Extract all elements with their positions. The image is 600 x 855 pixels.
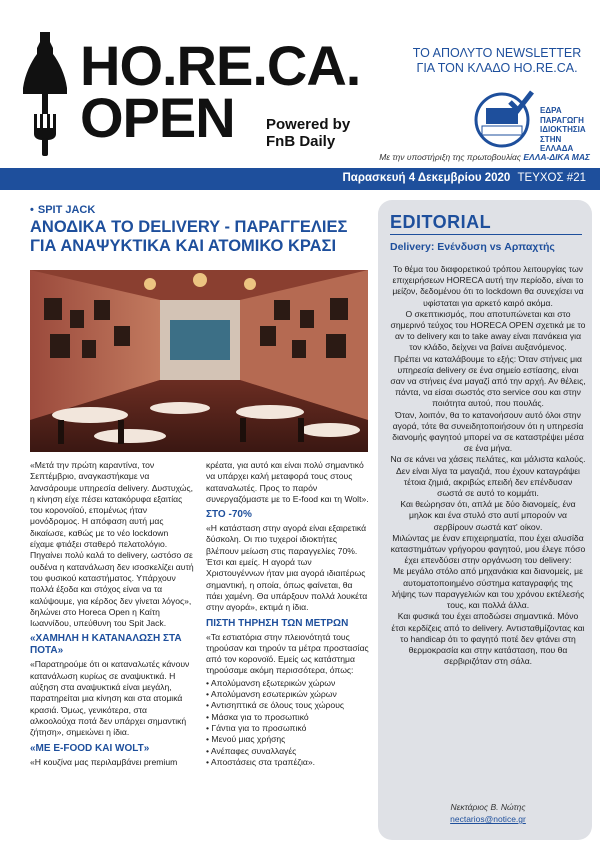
fork-bottle-icon [18, 30, 72, 158]
editorial-paragraph: Και θεώρησαν ότι, απλά με δύο διανομείς, ένα μηλοκ και ένα στυλό στο αυτί μπορούν να σερβίρουν σωστά κατ' οίκον. [400, 499, 576, 532]
article-subheading: ΣΤΟ -70% [206, 509, 252, 521]
editorial-subtitle: Delivery: Ενένδυση vs Αρπαχτής [390, 241, 555, 253]
article-paragraph: «Η κουζίνα μας περιλαμβάνει premium [30, 756, 178, 767]
list-item: • Γάντια για το προσωπικό [206, 723, 370, 734]
editorial-paragraph: Όταν, λοιπόν, θα το κατανοήσουν αυτό όλοι στην αγορά, τότε θα συνειδητοποιήσουν ότι η υπηρεσία διανομής φαγητού μπορεί να σε καταστρέψει μέσα σε ένα μήνα. [392, 409, 584, 454]
article-column-1 [30, 460, 194, 769]
editorial-paragraph: Το θέμα του διαφορετικού τρόπου λειτουργίας των επιχειρήσεων HORECA αυτή την περίοδο, είναι το μείζον, δεδομένου ότι το lockdown θα συνεχίσει να υφίσταται για αρκετό καιρό ακόμα. [392, 264, 584, 308]
tagline-line-2: ΓΙΑ ΤΟΝ ΚΛΑΔΟ HO.RE.CA. [416, 61, 578, 75]
date-bar [0, 168, 600, 190]
list-item: • Αντισηπτικά σε όλους τους χώρους [206, 700, 370, 711]
editorial-paragraph: Να σε κάνει να χάσεις πελάτες, και μάλιστα καλούς. [390, 454, 586, 465]
editorial-paragraph: Με μεγάλο στόλο από μηχανάκια και διανομείς, με αυτοματοποιημένο σύστημα καταγραφής της λήψης των παραγγελιών και του χρόνου εκτέλεσής τους, και πολλά άλλα. [391, 566, 585, 611]
tagline-line-1: ΤΟ ΑΠΟΛΥΤΟ NEWSLETTER [412, 46, 582, 60]
powered-by [266, 116, 350, 150]
article-subheading: ΠΙΣΤΗ ΤΗΡΗΣΗ ΤΩΝ ΜΕΤΡΩΝ [206, 617, 349, 629]
editorial-author: Νεκτάριος Β. Νώτης [450, 802, 526, 812]
issue-number: ΤΕΥΧΟΣ #21 [517, 172, 586, 184]
editorial-paragraph: Και φυσικά του έχει αποδώσει σημαντικά. Μόνο έτσι κερδίζεις από το delivery. Αντισταθμίζοντας και το handicap ότι το φαγητό ποτέ δεν φτάνει στη θερμοκρασία και στην κατάσταση, που θα σερβιριζόταν στη σάλα. [391, 611, 585, 667]
list-item: • Απολύμανση εσωτερικών χώρων [206, 689, 370, 700]
article-paragraph: «Η κατάσταση στην αγορά είναι εξαιρετικά δύσκολη. Οι πιο τυχεροί ιδιοκτήτες βλέπουν μείωση στις παραγγελίες 70%. Έτσι και εμείς. Η αγορά των Χριστουγέννων ήταν μια αγορά ιδιαιτέρως σημαντική, η οποία, όπως φαίνεται, θα πάει χαμένη. Θα υπάρξουν πολλά λουκέτα στην αγορά», εκτιμά η ίδια. [206, 523, 368, 613]
article-subheading: «ΧΑΜΗΛΗ Η ΚΑΤΑΝΑΛΩΣΗ ΣΤΑ ΠΟΤΑ» [30, 633, 182, 657]
editorial-title: EDITORIAL [390, 212, 492, 232]
article-paragraph: κρέατα, για αυτό και είναι πολύ σημαντικό να υπάρχει καλή μεταφορά τους στους καταναλωτές. Προς το παρόν συνεργαζόμαστε με το E-food και τη Wolt». [206, 460, 369, 504]
measures-list [206, 678, 370, 768]
editorial-divider [390, 234, 582, 235]
article-paragraph: «Παρατηρούμε ότι οι καταναλωτές κάνουν κατανάλωση κυρίως σε αναψυκτικά. Η αύξηση στα αναψυκτικά είναι μεγάλη, παρατηρείται μια κίνηση και στα ατομικά κρασιά. Όμως, γενικότερα, στα αλκοολούχα ποτά δεν υπάρχει σημαντική ζήτηση», σημειώνει η ίδια. [30, 659, 190, 738]
editorial-paragraph: Πρέπει να καταλάβουμε το εξής: Όταν στήνεις μια υπηρεσία delivery σε ένα σημείο εστίασης, είναι σαν να στήνεις ένα μαγαζί από την αρχή. Αν θέλεις, πάντα, να είσαι σωστός στο service σου και στην ποιότητα αυτού, που πουλάς. [390, 353, 586, 409]
ellada-dika-mas-logo [470, 88, 540, 148]
editorial-paragraph: Δεν είναι λίγα τα μαγαζιά, που έχουν καταγράψει τέτοια ζημιά, ακριβώς επειδή δεν επένδυσαν σωστά σε αυτό το κομμάτι. [396, 465, 580, 499]
support-line [340, 152, 590, 162]
tagline [412, 46, 582, 76]
list-item: • Μενού μιας χρήσης [206, 734, 370, 745]
masthead [0, 0, 600, 160]
article-paragraph: «Μετά την πρώτη καραντίνα, τον Σεπτέμβριο, αναγκαστήκαμε να λανσάρουμε υπηρεσία delivery. Δυστυχώς, η κίνηση είχε πέσει κατακόρυφα εξαιτίας του κορονοϊού, επομένως ήταν μονόδρομος. Η απόφαση αυτή μας δικαίωσε, καθώς με το νέο lockdown είχαμε φτιάξει σταθερό πελατολόγιο. Πηγαίνει πολύ καλά το delivery, ωστόσο σε ουδένα η κατανάλωση δεν ισοσκελίζει αυτή του φυσικού καταστήματος. Υπάρχουν πολλά έξοδα και στόχος είναι να τα καλύψουμε, για κέρδος δεν γίνεται λόγος», δηλώνει στο Horeca Open η Καίτη Ιωαννίδου, υπεύθυνη του Spit Jack. [30, 460, 194, 629]
author-email-link[interactable]: nectarios@notice.gr [450, 814, 526, 824]
article-column-2 [206, 460, 370, 768]
brand-line-2: OPEN [80, 86, 235, 149]
article-kicker [30, 204, 95, 216]
support-name: ΕΛΛΑ-ΔΙΚΑ ΜΑΣ [523, 152, 590, 162]
editorial-paragraph: Ο σκεπτικισμός, που αποτυπώνεται και στο σημερινό τεύχος του HORECA OPEN σχετικά με το αν το delivery και to take away είναι πανάκεια για τον κλάδο, δείχνει να βαίνει αυξανόμενος. [390, 308, 586, 353]
restaurant-photo [30, 270, 368, 452]
list-item: • Μάσκα για το προσωπικό [206, 712, 370, 723]
support-prefix: Με την υποστήριξη της πρωτοβουλίας [379, 152, 522, 162]
ellada-text: ΕΔΡΑ ΠΑΡΑΓΩΓΗ ΙΔΙΟΚΤΗΣΙΑ ΣΤΗΝ ΕΛΛΑΔΑ [540, 106, 586, 153]
issue-date: Παρασκευή 4 Δεκεμβρίου 2020 [342, 172, 511, 184]
powered-line-1: Powered by [266, 116, 351, 133]
article-headline: ΑΝΟΔΙΚΑ ΤΟ DELIVERY - ΠΑΡΑΓΓΕΛΙΕΣ ΓΙΑ ΑΝΑΨΥΚΤΙΚΑ ΚΑΙ ΑΤΟΜΙΚΟ ΚΡΑΣΙ [30, 218, 348, 255]
article-subheading: «ΜΕ E-FOOD ΚΑΙ WOLT» [30, 742, 150, 754]
powered-line-2: FnB Daily [266, 133, 336, 150]
bullet-icon: • [30, 204, 34, 216]
editorial-paragraph: Μιλώντας με έναν επιχειρηματία, που έχει αλυσίδα καταστημάτων γρήγορου φαγητού, μου έλεγε πόσο έχει επενδύσει στην οργάνωση του delivery: [390, 532, 586, 566]
kicker-label: SPIT JACK [37, 204, 96, 216]
list-item: • Ανέπαφες συναλλαγές [206, 746, 370, 757]
brand-line-1: HO.RE.CA. [80, 34, 361, 97]
editorial-body [390, 264, 586, 667]
list-item: • Απολύμανση εξωτερικών χώρων [206, 678, 370, 689]
article-paragraph: «Τα εστιατόρια στην πλειονότητά τους τηρούσαν και τηρούν τα μέτρα προστασίας από τον κορονοϊό. Εμείς ως κατάστημα τηρούσαμε ακόμη περισσότερα, όπως: [206, 631, 369, 676]
list-item: • Αποστάσεις στα τραπέζια». [206, 757, 370, 768]
